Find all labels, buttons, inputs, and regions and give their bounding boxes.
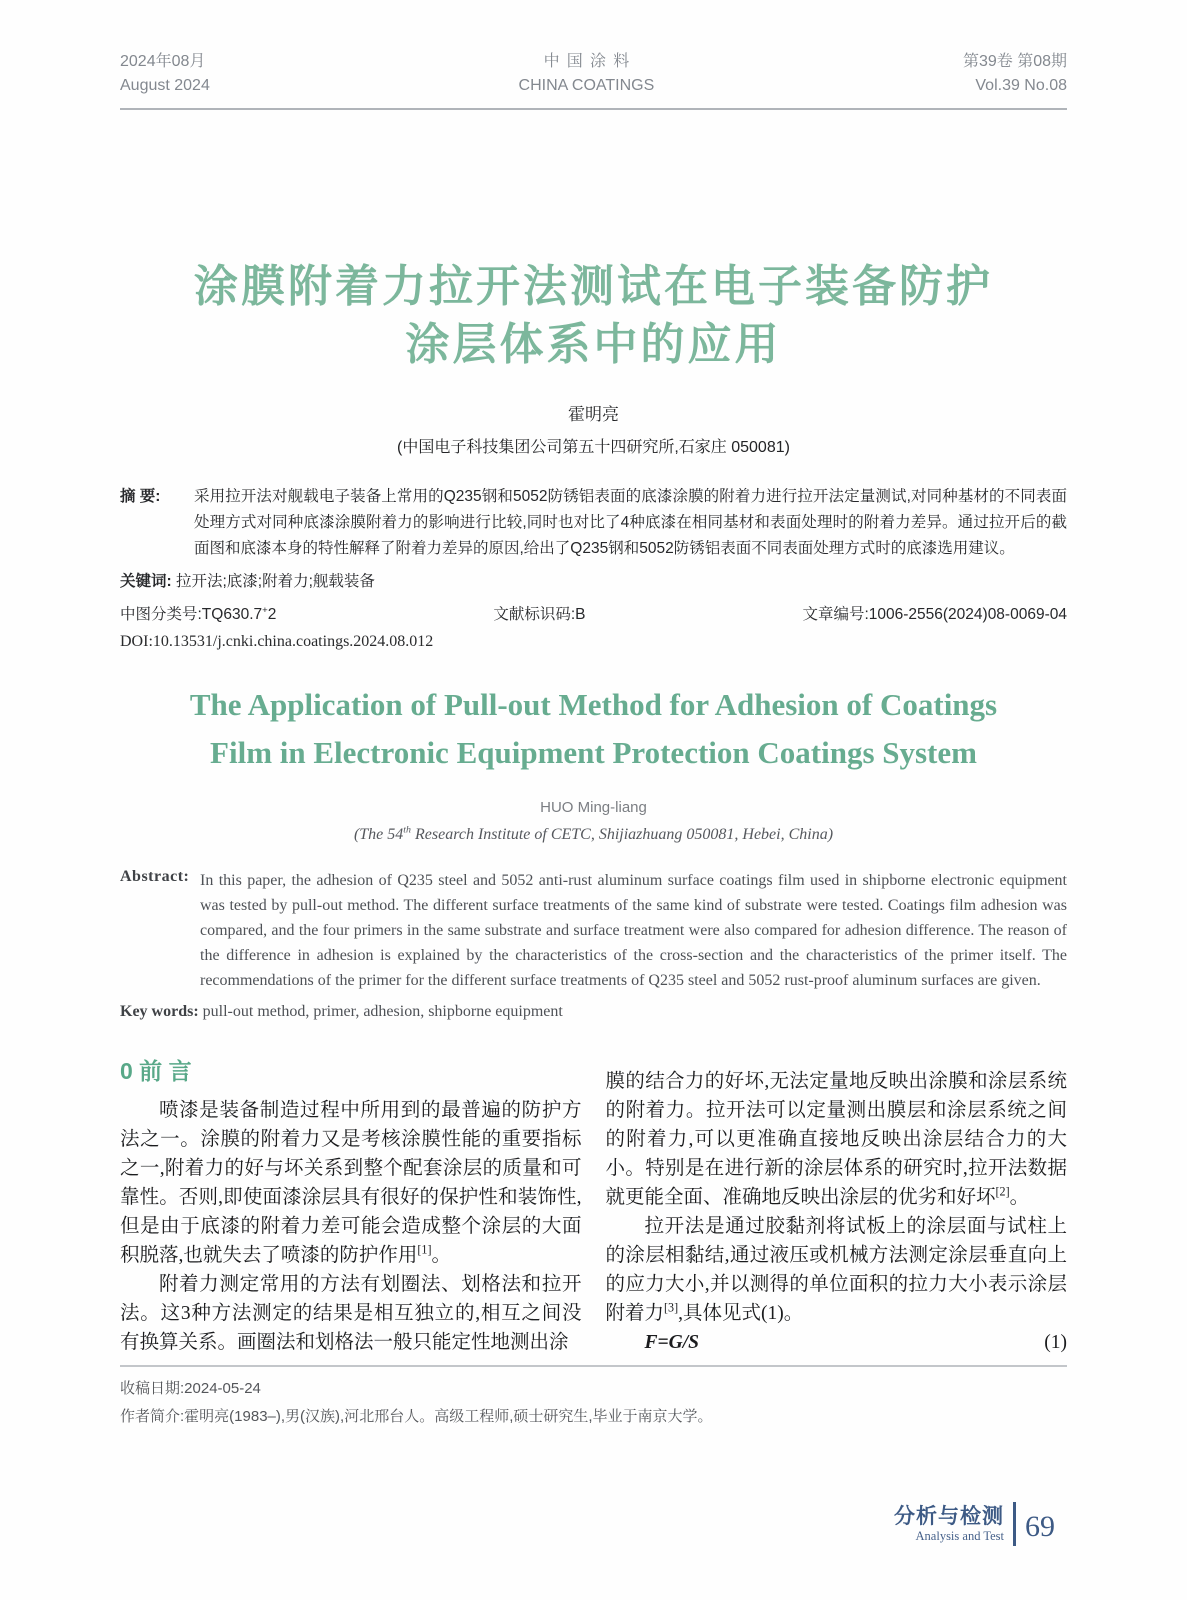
- abstract-cn-label: 摘 要:: [120, 488, 161, 505]
- paper-title-cn-line2: 涂层体系中的应用: [405, 320, 782, 369]
- classification-row: [120, 604, 1067, 626]
- article-id: 文章编号:1006-2556(2024)08-0069-04: [802, 606, 1067, 623]
- column-title-en: Analysis and Test: [915, 1529, 1004, 1543]
- header-issue-cn: 第39卷 第08期: [962, 53, 1067, 70]
- affiliation-en: (The 54th Research Institute of CETC, Shijiazhuang 050081, Hebei, China): [353, 824, 834, 843]
- paper-title-cn: [120, 258, 1067, 374]
- paragraph-intro-3: 膜的结合力的好坏,无法定量地反映出涂膜和涂层系统的附着力。拉开法可以定量测出膜层和涂层系统之间的附着力,可以更准确直接地反映出涂层结合力的大小。特别是在进行新的涂层体系的研究时,拉开法数据就更能全面、准确地反映出涂层的优劣和好坏[2]。: [605, 1071, 1067, 1208]
- column-title: [894, 1505, 1013, 1543]
- paragraph-intro-4: 拉开法是通过胶黏剂将试板上的涂层面与试柱上的涂层相黏结,通过液压或机械方法测定涂层垂直向上的应力大小,并以测得的单位面积的拉力大小表示涂层附着力[3],具体见式(1)。: [605, 1216, 1067, 1324]
- abstract-en-label: Abstract:: [120, 868, 190, 885]
- header-issue: [963, 50, 1067, 98]
- header-date-en: August 2024: [120, 77, 210, 94]
- header-issue-en: Vol.39 No.08: [975, 77, 1067, 94]
- abstract-en-row: [120, 868, 1067, 993]
- affiliation-cn: (中国电子科技集团公司第五十四研究所,石家庄 050081): [397, 439, 790, 456]
- paper-title-en-line2: Film in Electronic Equipment Protection Coatings System: [210, 735, 977, 770]
- formula: F=G/S: [644, 1332, 699, 1353]
- keywords-cn-label: 关键词:: [120, 573, 172, 590]
- keywords-en-label: Key words:: [120, 1003, 199, 1020]
- abstract-cn-row: [120, 484, 1067, 562]
- header-date: [120, 50, 210, 98]
- author-cn: 霍明亮: [568, 405, 619, 424]
- doi: DOI:10.13531/j.cnki.china.coatings.2024.08.012: [120, 633, 434, 650]
- column-title-cn: 分析与检测: [894, 1505, 1004, 1528]
- abstract-en-text: In this paper, the adhesion of Q235 steel and 5052 anti-rust aluminum surface coatings film used in shipborne electronic equipment was tested by pull-out method. The different surface treatments of the same kind of substrate were tested. Coatings film adhesion was compared, and the four primers in the same substrate and surface treatment were also compared for adhesion difference. The reason of the difference in adhesion is explained by the characteristics of the cross-section and the characteristics of the primer itself. The recommendations of the primer for the different surface treatments of Q235 steel and 5052 rust-proof aluminum surfaces are given.: [200, 872, 1067, 989]
- author-en: HUO Ming-liang: [540, 799, 647, 816]
- author-bio: 作者简介:霍明亮(1983–),男(汉族),河北邢台人。高级工程师,硕士研究生,毕业于南京大学。: [120, 1408, 713, 1425]
- body-columns: [120, 1054, 1067, 1357]
- abstract-cn-text: 采用拉开法对舰载电子装备上常用的Q235钢和5052防锈铝表面的底漆涂膜的附着力进行拉开法定量测试,对同种基材的不同表面处理方式对同种底漆涂膜附着力的影响进行比较,同时也对比了4种底漆在相同基材和表面处理时的附着力差异。通过拉开后的截面图和底漆本身的特性解释了附着力差异的原因,给出了Q235钢和5052防锈铝表面不同表面处理方式时的底漆选用建议。: [194, 488, 1067, 557]
- paper-title-cn-line1: 涂膜附着力拉开法测试在电子装备防护: [194, 262, 993, 311]
- paragraph-intro-2: 附着力测定常用的方法有划圈法、划格法和拉开法。这3种方法测定的结果是相互独立的,相互之间没有换算关系。画圈法和划格法一般只能定性地测出涂: [120, 1274, 582, 1353]
- keywords-en-text: pull-out method, primer, adhesion, shipborne equipment: [202, 1003, 563, 1020]
- page-footer: [894, 1502, 1055, 1546]
- paragraph-intro-1: 喷漆是装备制造过程中所用到的最普遍的防护方法之一。涂膜的附着力又是考核涂膜性能的重要指标之一,附着力的好与坏关系到整个配套涂层的质量和可靠性。否则,即使面漆涂层具有很好的保护性和装饰性,但是由于底漆的附着力差可能会造成整个涂层的大面积脱落,也就失去了喷漆的防护作用[1]。: [120, 1100, 582, 1266]
- header-journal-cn: 中国涂料: [543, 53, 637, 70]
- header-date-cn: 2024年08月: [120, 53, 206, 70]
- body-column-right: [606, 1054, 1068, 1357]
- header-journal-en: CHINA COATINGS: [518, 77, 655, 94]
- journal-header: [120, 0, 1067, 110]
- keywords-en-row: [120, 999, 1067, 1024]
- keywords-cn-text: 拉开法;底漆;附着力;舰载装备: [175, 573, 375, 590]
- body-column-left: [120, 1054, 582, 1357]
- page-number: 69: [1025, 1510, 1055, 1543]
- section-heading-intro: 0 前 言: [120, 1058, 192, 1084]
- clc-number: 中图分类号:TQ630.7+2: [120, 604, 277, 623]
- header-journal: [519, 50, 655, 98]
- document-code: 文献标识码:B: [493, 606, 586, 623]
- equation-row: [606, 1328, 1068, 1357]
- equation-number: (1): [1044, 1332, 1067, 1353]
- paper-title-en-line1: The Application of Pull-out Method for Adhesion of Coatings: [189, 687, 998, 722]
- paper-title-en: [120, 681, 1067, 777]
- keywords-cn-row: [120, 569, 1067, 595]
- received-date: 收稿日期:2024-05-24: [120, 1380, 261, 1397]
- chinese-meta-block: [120, 484, 1067, 651]
- footnote-block: [120, 1365, 1067, 1431]
